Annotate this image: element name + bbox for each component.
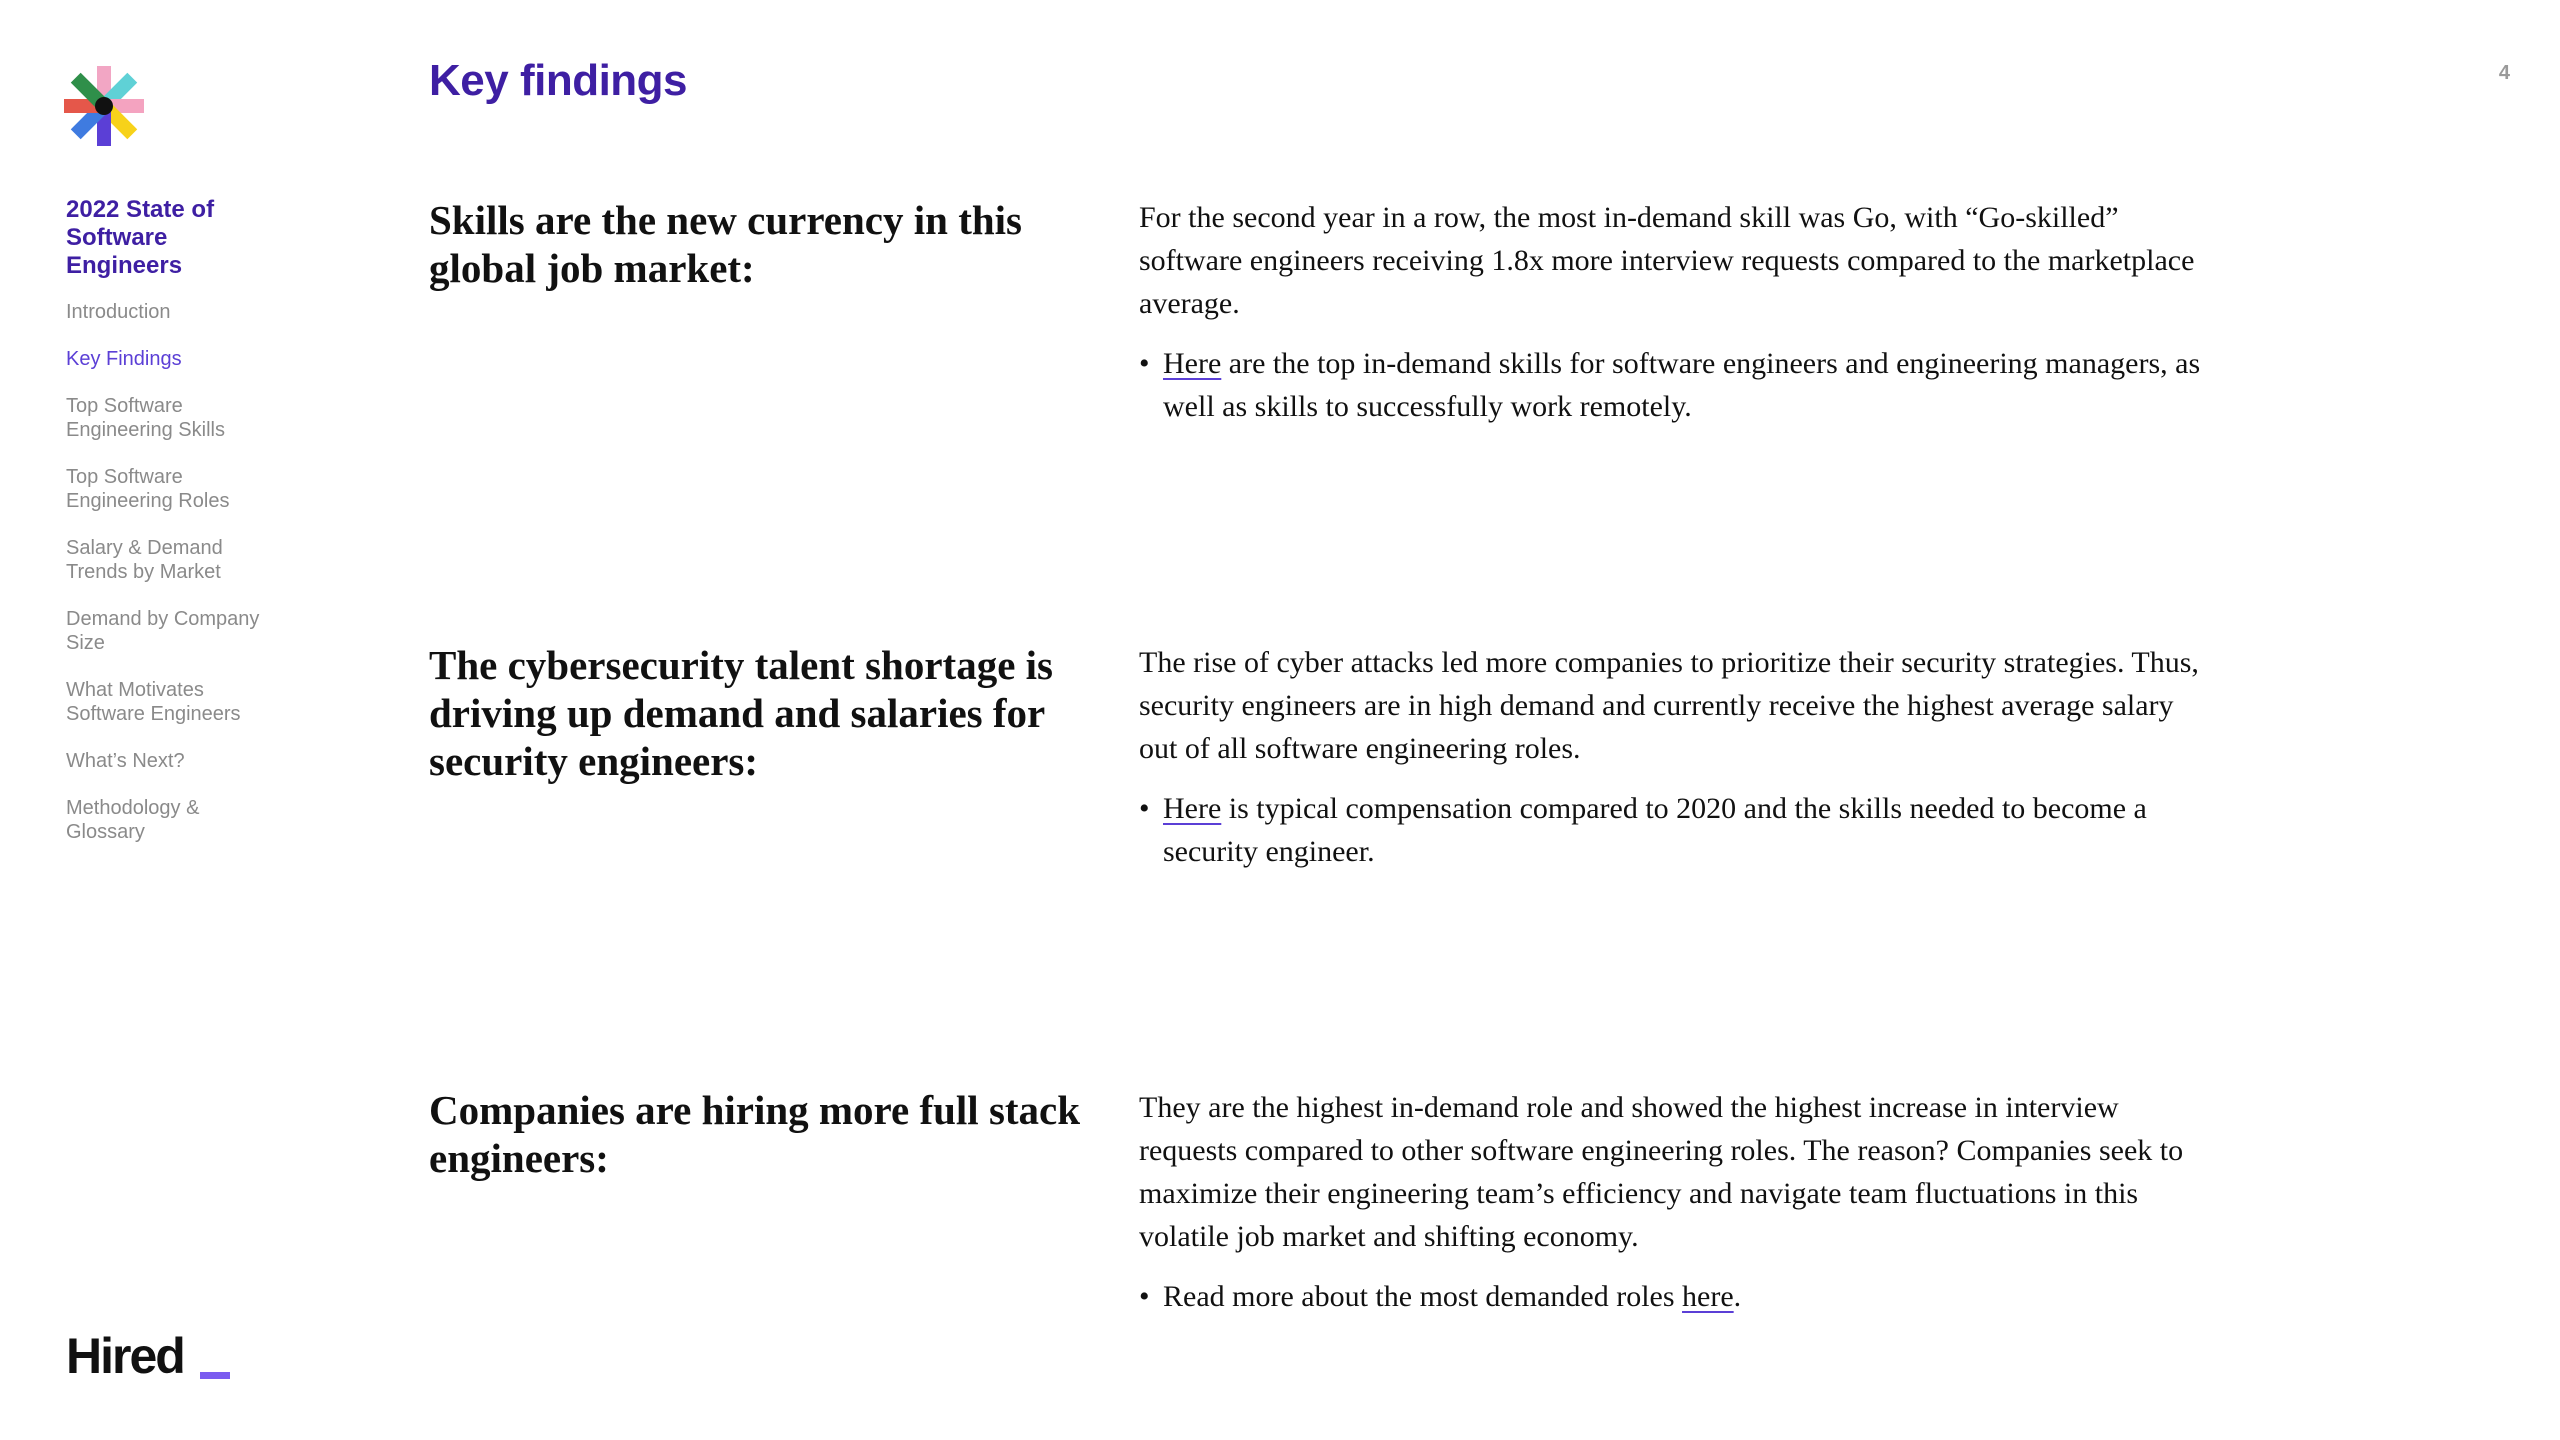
finding-body — [1139, 1086, 2229, 1318]
sidebar-item-whats-next[interactable]: What’s Next? — [66, 750, 185, 772]
finding-text: They are the highest in-demand role and showed the highest increase in interview requests compared to other software engineering roles. The reason? Companies seek to maximize their engineering team’s efficiency and navigate team fluctuations in this volatile job market and shifting economy. — [1139, 1091, 2184, 1253]
finding-heading: Skills are the new currency in this global job market: — [429, 197, 1022, 291]
sidebar-item-key-findings[interactable]: Key Findings — [66, 348, 182, 370]
page-number: 4 — [2498, 62, 2510, 84]
sidebar-item-top-skills[interactable]: Top Software Engineering Skills — [66, 395, 225, 441]
sidebar-item-salary-demand[interactable]: Salary & Demand Trends by Market — [66, 537, 223, 583]
finding-text: The rise of cyber attacks led more companies to prioritize their security strategies. Thus, security engineers are in high demand and currently receive the highest average salary out of all software engineering roles. — [1139, 646, 2199, 765]
sidebar-item-methodology[interactable]: Methodology & Glossary — [66, 797, 200, 843]
bullet-text-after: are the top in-demand skills for software engineers and engineering managers, as well as skills to successfully work remotely. — [1163, 347, 2201, 423]
sidebar-item-top-roles[interactable]: Top Software Engineering Roles — [66, 466, 230, 512]
report-title: 2022 State of Software Engineers — [66, 196, 215, 279]
finding-heading: The cybersecurity talent shortage is driving up demand and salaries for security engineers: — [429, 642, 1053, 784]
finding-body — [1139, 196, 2229, 428]
pinwheel-logo-icon — [62, 64, 146, 148]
here-link[interactable]: here — [1682, 1280, 1734, 1313]
finding-text: For the second year in a row, the most in-demand skill was Go, with “Go-skilled” software engineers receiving 1.8x more interview requests compared to the marketplace average. — [1139, 201, 2195, 320]
bullet-dot-icon: • — [1139, 347, 1150, 380]
bullet-item — [1139, 1275, 2223, 1318]
bullet-dot-icon: • — [1139, 1280, 1150, 1313]
bullet-text-before: Read more about the most demanded roles — [1163, 1280, 1683, 1313]
logo-underscore — [200, 1372, 230, 1379]
bullet-text-after: is typical compensation compared to 2020 and the skills needed to become a security engineer. — [1163, 792, 2147, 868]
bullet-item — [1139, 787, 2223, 873]
finding-heading: Companies are hiring more full stack engineers: — [429, 1087, 1081, 1181]
sidebar-item-introduction[interactable]: Introduction — [66, 301, 171, 323]
here-link[interactable]: Here — [1163, 347, 1222, 380]
sidebar-item-company-size[interactable]: Demand by Company Size — [66, 608, 260, 654]
sidebar — [66, 196, 306, 867]
bullet-dot-icon: • — [1139, 792, 1150, 825]
finding-body — [1139, 641, 2229, 873]
page-title: Key findings — [429, 56, 688, 105]
bullet-item — [1139, 342, 2223, 428]
hired-logo: Hired — [66, 1328, 184, 1384]
here-link[interactable]: Here — [1163, 792, 1222, 825]
sidebar-item-motivates[interactable]: What Motivates Software Engineers — [66, 679, 241, 725]
sidebar-nav — [66, 300, 306, 844]
bullet-text-after: . — [1733, 1280, 1742, 1313]
